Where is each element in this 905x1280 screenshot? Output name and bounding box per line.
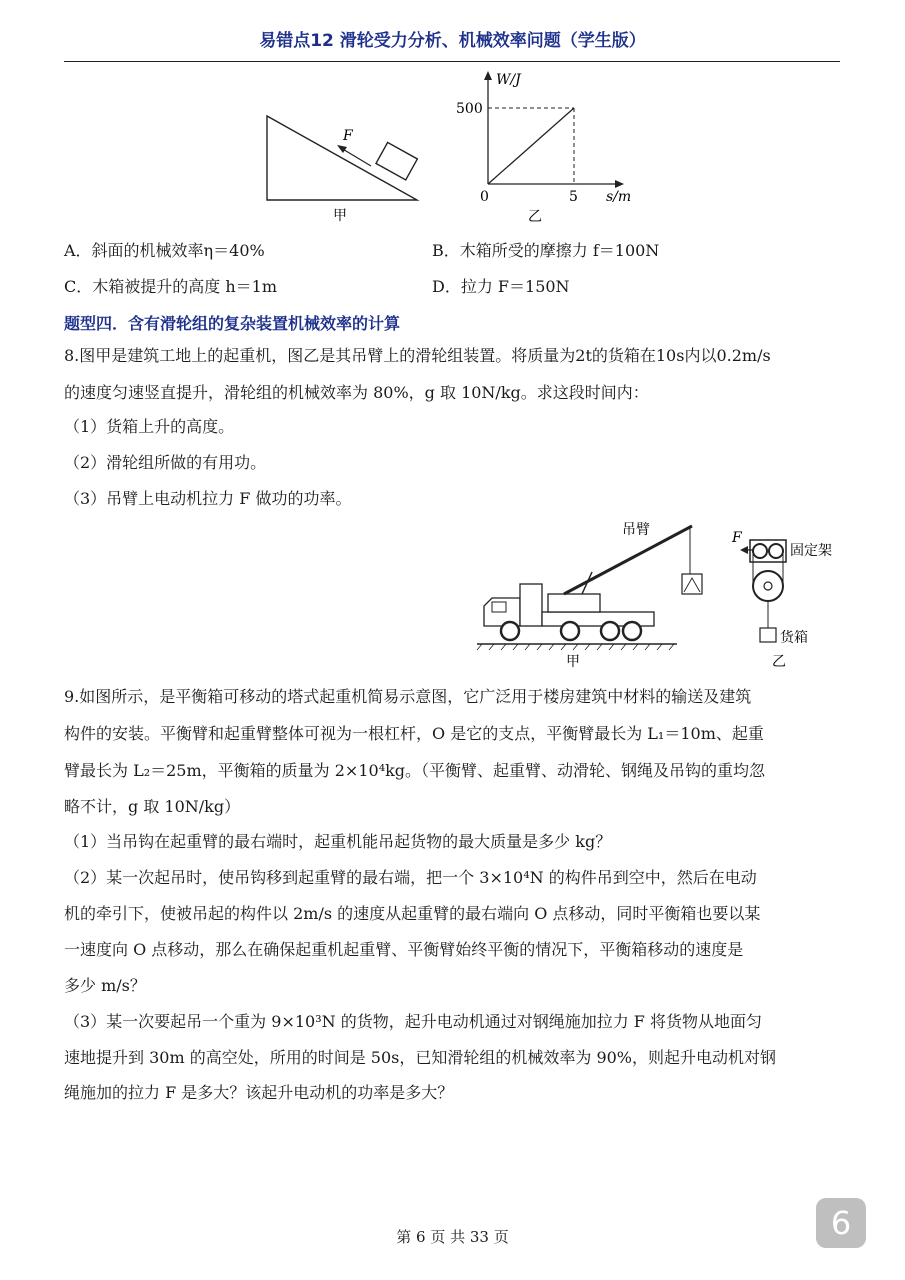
q9-part2-line1: （2）某一次起吊时，使吊钩移到起重臂的最右端，把一个 3×10⁴N 的构件吊到空中，然后在电动 <box>64 868 757 887</box>
fixed-pulley <box>753 544 767 558</box>
q9-part2-line2: 机的牵引下，使被吊起的构件以 2m/s 的速度从起重臂的最右端向 O 点移动，同时平衡箱也要以某 <box>64 904 761 923</box>
q7-option-c: C．木箱被提升的高度 h＝1m <box>64 277 277 296</box>
q9-part1: （1）当吊钩在起重臂的最右端时，起重机能吊起货物的最大质量是多少 kg？ <box>64 832 612 851</box>
q9-part2-line4: 多少 m/s？ <box>64 976 146 995</box>
truck-crane-figure <box>472 514 722 674</box>
q8-subquestion-3: （3）吊臂上电动机拉力 F 做功的功率。 <box>64 489 352 508</box>
q9-part3-line3: 绳施加的拉力 F 是多大？该起升电动机的功率是多大？ <box>64 1083 454 1102</box>
q9-part2-line3: 一速度向 O 点移动，那么在确保起重机起重臂、平衡臂始终平衡的情况下，平衡箱移动的速度是 <box>64 940 744 959</box>
q9-stem-line4: 略不计，g 取 10N/kg） <box>64 797 241 816</box>
q8-subquestion-2: （2）滑轮组所做的有用功。 <box>64 453 267 472</box>
page-header-title: 易错点12 滑轮受力分析、机械效率问题（学生版） <box>259 31 646 51</box>
crane-caption: 甲 <box>566 654 580 670</box>
page-number-footer: 第 6 页 共 33 页 <box>396 1228 509 1246</box>
cargo-box <box>760 628 776 642</box>
movable-pulley-hub <box>764 582 772 590</box>
force-label-f: F <box>343 128 353 144</box>
fixed-frame-label: 固定架 <box>790 543 832 559</box>
boom-label: 吊臂 <box>622 522 650 538</box>
q9-part3-line2: 速地提升到 30m 的高空处，所用的时间是 50s，已知滑轮组的机械效率为 90%，则起升电动机对钢 <box>64 1048 777 1067</box>
wheel <box>561 622 579 640</box>
cargo-label: 货箱 <box>780 630 808 646</box>
header-divider <box>64 61 840 62</box>
y-axis-label: W/J <box>496 72 521 88</box>
section-title: 题型四．含有滑轮组的复杂装置机械效率的计算 <box>64 314 401 333</box>
wooden-box <box>376 142 417 179</box>
force-arrowhead <box>337 145 347 153</box>
work-line <box>488 108 574 184</box>
q9-stem-line3: 臂最长为 L₂＝25m，平衡箱的质量为 2×10⁴kg。（平衡臂、起重臂、动滑轮、钢绳及吊钩的重均忽 <box>64 761 766 780</box>
q9-stem-line2: 构件的安装。平衡臂和起重臂整体可视为一根杠杆，O 是它的支点，平衡臂最长为 L₁＝10m、起重 <box>64 724 764 743</box>
wheel <box>501 622 519 640</box>
q8-subquestion-1: （1）货箱上升的高度。 <box>64 417 235 436</box>
ground-hatch <box>477 644 674 650</box>
force-arrowhead <box>740 546 748 554</box>
y-axis-arrow <box>484 71 492 80</box>
x-axis-label: s/m <box>606 189 632 205</box>
q7-option-a: A．斜面的机械效率η＝40% <box>64 241 265 260</box>
crane-house <box>548 594 600 612</box>
pulley-caption: 乙 <box>772 654 786 670</box>
y-tick-label: 500 <box>456 101 483 117</box>
graph-caption: 乙 <box>528 209 542 225</box>
cab-rear <box>520 584 542 626</box>
incline-figure <box>255 108 425 223</box>
q7-option-b: B．木箱所受的摩擦力 f＝100N <box>432 241 660 260</box>
force-arrow <box>341 148 371 166</box>
q8-stem-line1: 8.图甲是建筑工地上的起重机，图乙是其吊臂上的滑轮组装置。将质量为2t的货箱在10s内以0.2m/s <box>64 346 771 365</box>
wheel <box>601 622 619 640</box>
q8-stem-line2: 的速度匀速竖直提升，滑轮组的机械效率为 80%，g 取 10N/kg。求这段时间内： <box>64 383 649 402</box>
x-tick-label: 5 <box>569 189 578 205</box>
origin-label: 0 <box>480 189 489 205</box>
pulley-block-figure <box>722 524 852 674</box>
wheel <box>623 622 641 640</box>
q9-part3-line1: （3）某一次要起吊一个重为 9×10³N 的货物，起升电动机通过对钢绳施加拉力 F 将货物从地面匀 <box>64 1012 762 1031</box>
work-distance-graph <box>450 66 650 226</box>
incline-caption: 甲 <box>333 208 347 223</box>
pulley-force-label: F <box>732 530 742 546</box>
q9-stem-line1: 9.如图所示，是平衡箱可移动的塔式起重机简易示意图，它广泛用于楼房建筑中材料的输送及建筑 <box>64 687 752 706</box>
fixed-pulley <box>769 544 783 558</box>
x-axis-arrow <box>615 180 624 188</box>
page-badge: 6 <box>816 1198 866 1248</box>
q7-option-d: D．拉力 F＝150N <box>432 277 570 296</box>
